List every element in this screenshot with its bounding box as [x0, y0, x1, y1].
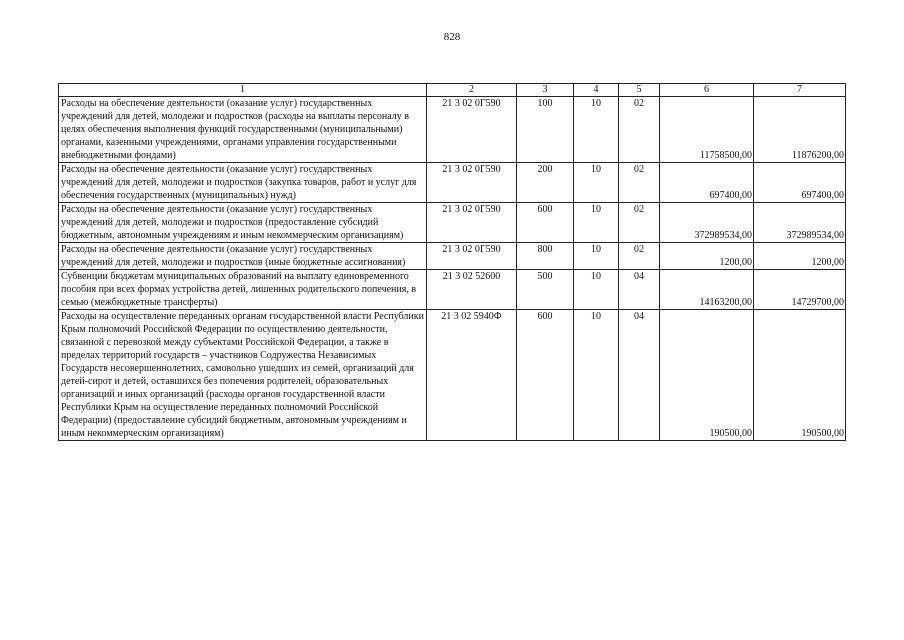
row-subsection: 02 — [619, 243, 660, 270]
row-amount-year-1: 372989534,00 — [660, 203, 754, 243]
table-row — [59, 97, 846, 163]
row-section: 10 — [574, 243, 619, 270]
row-subsection: 02 — [619, 97, 660, 163]
row-target-code: 21 3 02 52600 — [427, 270, 517, 310]
row-subsection: 04 — [619, 310, 660, 441]
row-section: 10 — [574, 163, 619, 203]
column-header: 5 — [619, 84, 660, 97]
budget-table — [58, 83, 846, 441]
row-expense-type: 800 — [517, 243, 574, 270]
row-amount-year-2: 1200,00 — [754, 243, 846, 270]
column-header: 6 — [660, 84, 754, 97]
column-header: 7 — [754, 84, 846, 97]
row-section: 10 — [574, 310, 619, 441]
table-row — [59, 243, 846, 270]
row-target-code: 21 3 02 0Г590 — [427, 97, 517, 163]
row-amount-year-1: 11758500,00 — [660, 97, 754, 163]
column-header: 4 — [574, 84, 619, 97]
row-description: Расходы на обеспечение деятельности (оказание услуг) государственных учреждений для детей, молодежи и подростков (иные бюджетные ассигнования) — [59, 243, 427, 270]
row-target-code: 21 3 02 0Г590 — [427, 203, 517, 243]
row-section: 10 — [574, 97, 619, 163]
column-header: 2 — [427, 84, 517, 97]
column-header: 3 — [517, 84, 574, 97]
row-amount-year-1: 190500,00 — [660, 310, 754, 441]
row-amount-year-2: 11876200,00 — [754, 97, 846, 163]
row-expense-type: 500 — [517, 270, 574, 310]
table-header-row — [59, 84, 846, 97]
row-description: Расходы на обеспечение деятельности (оказание услуг) государственных учреждений для детей, молодежи и подростков (расходы на выплаты персоналу в целях обеспечения выполнения функций государственными (муниципальными) органами, казенными учреждениями, органами управления государственными внебюджетными фондами) — [59, 97, 427, 163]
table-row — [59, 310, 846, 441]
row-expense-type: 600 — [517, 310, 574, 441]
row-description: Расходы на осуществление переданных органам государственной власти Республики Крым полномочий Российской Федерации по осуществлению деятельности, связанной с перевозкой между субъектами Российской Федерации, а также в пределах территорий государств – участников Содружества Независимых Государств несовершеннолетних, самовольно ушедших из семей, организаций для детей-сирот и детей, оставшихся без попечения родителей, образовательных организаций и иных организаций (расходы органов государственной власти Республики Крым на осуществление переданных полномочий Российской Федерации) (предоставление субсидий бюджетным, автономным учреждениям и иным некоммерческим организациям) — [59, 310, 427, 441]
table-row — [59, 163, 846, 203]
row-expense-type: 200 — [517, 163, 574, 203]
row-target-code: 21 3 02 0Г590 — [427, 163, 517, 203]
row-expense-type: 600 — [517, 203, 574, 243]
row-subsection: 04 — [619, 270, 660, 310]
row-subsection: 02 — [619, 203, 660, 243]
row-amount-year-2: 190500,00 — [754, 310, 846, 441]
row-expense-type: 100 — [517, 97, 574, 163]
row-target-code: 21 3 02 0Г590 — [427, 243, 517, 270]
row-amount-year-1: 697400,00 — [660, 163, 754, 203]
row-target-code: 21 3 02 5940Ф — [427, 310, 517, 441]
table-row — [59, 203, 846, 243]
row-amount-year-2: 372989534,00 — [754, 203, 846, 243]
row-description: Расходы на обеспечение деятельности (оказание услуг) государственных учреждений для детей, молодежи и подростков (предоставление субсидий бюджетным, автономным учреждениям и иным некоммерческим организациям) — [59, 203, 427, 243]
row-description: Субвенции бюджетам муниципальных образований на выплату единовременного пособия при всех формах устройства детей, лишенных родительского попечения, в семью (межбюджетные трансферты) — [59, 270, 427, 310]
row-section: 10 — [574, 270, 619, 310]
table-row — [59, 270, 846, 310]
row-amount-year-1: 14163200,00 — [660, 270, 754, 310]
row-subsection: 02 — [619, 163, 660, 203]
row-amount-year-2: 14729700,00 — [754, 270, 846, 310]
column-header: 1 — [59, 84, 427, 97]
row-amount-year-2: 697400,00 — [754, 163, 846, 203]
page-number: 828 — [443, 31, 461, 43]
row-description: Расходы на обеспечение деятельности (оказание услуг) государственных учреждений для детей, молодежи и подростков (закупка товаров, работ и услуг для обеспечения государственных (муниципальных) нужд) — [59, 163, 427, 203]
row-section: 10 — [574, 203, 619, 243]
row-amount-year-1: 1200,00 — [660, 243, 754, 270]
